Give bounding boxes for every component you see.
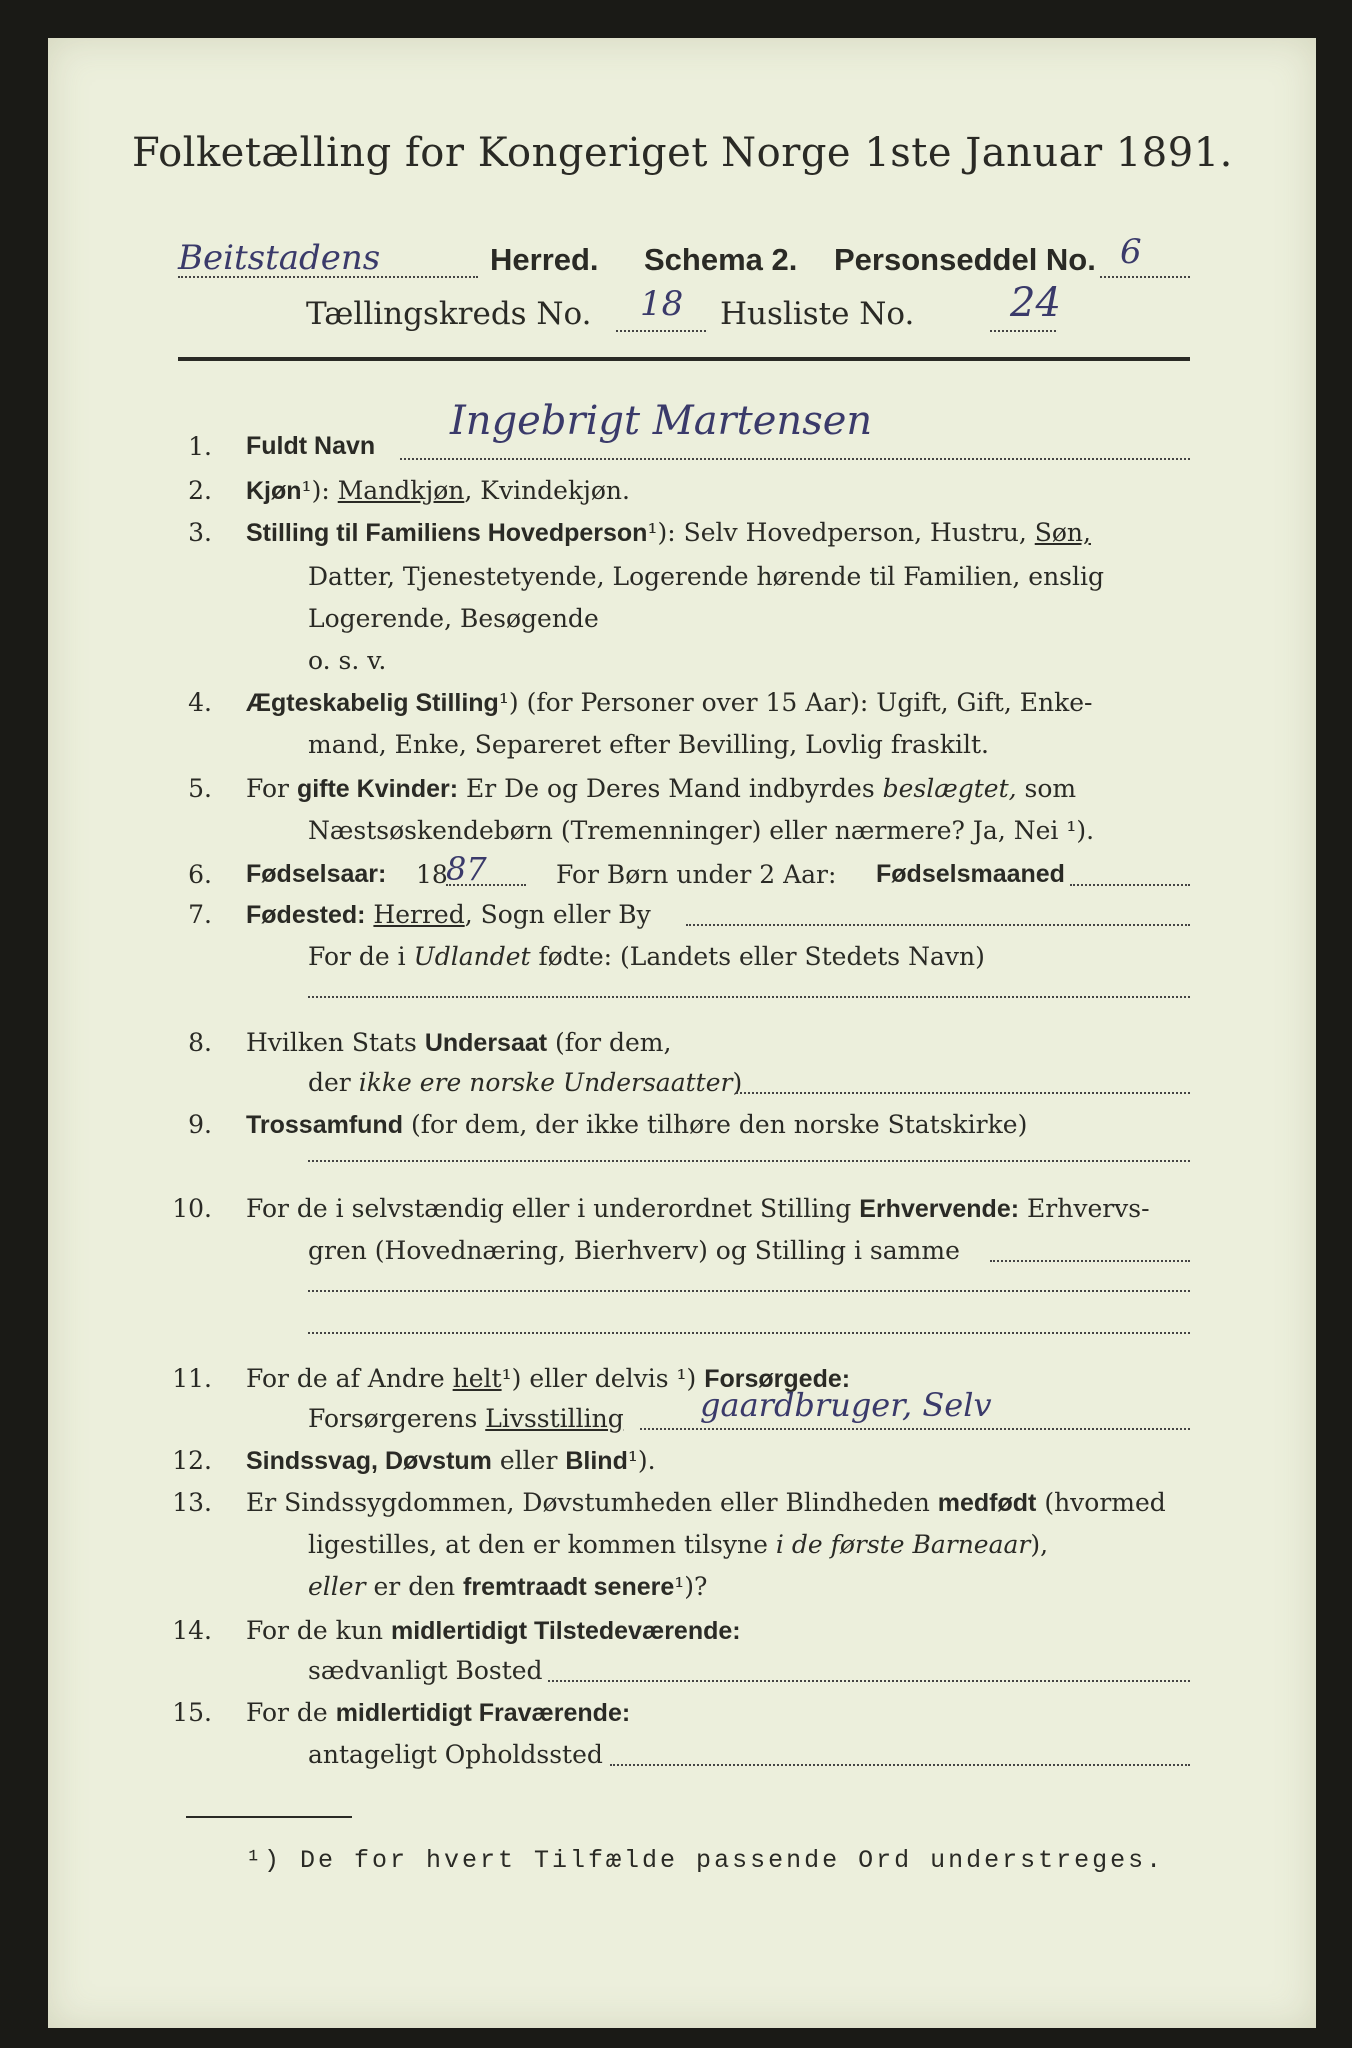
- schema-label: Schema 2.: [644, 242, 798, 277]
- herred-line: [178, 276, 478, 278]
- kreds-label: Tællingskreds No.: [306, 296, 592, 332]
- religion-label: Trossamfund: [246, 1111, 403, 1139]
- supported-row-2: [308, 1404, 624, 1433]
- birth-year-value: 87: [446, 850, 487, 888]
- citizenship-end: (for dem,: [555, 1028, 672, 1057]
- birth-year-line: [446, 884, 526, 886]
- supporter-line: [640, 1428, 1190, 1430]
- herred-value: Beitstadens: [178, 238, 381, 278]
- field-number: 3.: [188, 518, 212, 547]
- position-options-4: o. s. v.: [308, 646, 387, 675]
- temporary-absent-row: [246, 1698, 630, 1728]
- birth-month-line: [1070, 884, 1190, 886]
- married-women-question: Er De og Deres Mand indbyrdes: [466, 774, 875, 803]
- birthplace-abroad-line: [308, 996, 1190, 998]
- birthplace-abroad-end: fødte: (Landets eller Stedets Navn): [538, 942, 985, 971]
- footnote-ref: ¹): [498, 688, 519, 717]
- occupation-line-1: [990, 1260, 1190, 1262]
- temporary-present-pre: For de kun: [246, 1616, 384, 1645]
- birthplace-row: [246, 900, 651, 930]
- field-number: 15.: [172, 1698, 212, 1727]
- probable-residence-label: antageligt Opholdssted: [308, 1740, 603, 1769]
- married-women-label: gifte Kvinder:: [296, 775, 459, 803]
- personseddel-value: 6: [1120, 232, 1142, 272]
- supporter-value: gaardbruger, Selv: [700, 1386, 992, 1424]
- disability-label-2: Blind: [565, 1447, 628, 1475]
- sex-option-male: Mandkjøn: [337, 476, 465, 505]
- citizenship-2-end: ): [732, 1068, 743, 1097]
- marital-options: (for Personer over 15 Aar): Ugift, Gift, Enke-: [526, 688, 1093, 717]
- congenital-pre: Er Sindssygdommen, Døvstumheden eller Blindheden: [246, 1488, 930, 1517]
- position-options-2: Datter, Tjenestetyende, Logerende hørende til Familien, enslig: [308, 562, 1105, 591]
- name-line: [400, 458, 1190, 460]
- temporary-present-row: [246, 1616, 741, 1646]
- congenital-3-mid: er den: [373, 1572, 456, 1601]
- husliste-label: Husliste No.: [720, 296, 915, 332]
- congenital-2-end: ),: [1030, 1530, 1049, 1559]
- name-label: Fuldt Navn: [246, 432, 376, 460]
- census-form-sheet: [48, 38, 1316, 2028]
- husliste-line: [990, 330, 1056, 332]
- citizenship-label: Undersaat: [424, 1029, 548, 1057]
- supported-label: Forsørgede:: [704, 1365, 851, 1393]
- congenital-3-label: fremtraadt senere: [463, 1573, 675, 1601]
- birthplace-line: [686, 924, 1190, 926]
- probable-residence-line: [610, 1764, 1190, 1766]
- supported-selected: helt: [452, 1364, 502, 1393]
- supporter-label: Livsstilling: [485, 1404, 624, 1433]
- usual-residence-label: sædvanligt Bosted: [308, 1656, 543, 1685]
- field-number: 2.: [188, 476, 212, 505]
- citizenship-2-it: ikke ere norske Undersaatter: [358, 1068, 733, 1097]
- birth-year-label: Fødselsaar:: [246, 860, 387, 888]
- usual-residence-line: [548, 1680, 1190, 1682]
- footnote-divider: [186, 1816, 352, 1818]
- citizenship-pre: Hvilken Stats: [246, 1028, 417, 1057]
- congenital-3-it: eller: [308, 1572, 366, 1601]
- disability-row: [246, 1446, 656, 1476]
- temporary-absent-pre: For de: [246, 1698, 328, 1727]
- birthplace-abroad-it: Udlandet: [413, 942, 531, 971]
- kreds-line: [616, 330, 706, 332]
- supporter-pre: Forsørgerens: [308, 1404, 478, 1433]
- religion-note: (for dem, der ikke tilhøre den norske Statskirke): [410, 1110, 1028, 1139]
- married-women-pre: For: [246, 774, 289, 803]
- field-number: 1.: [188, 432, 212, 461]
- congenital-2-it: i de første Barneaar: [775, 1530, 1031, 1559]
- field-number: 8.: [188, 1028, 212, 1057]
- position-options-3: Logerende, Besøgende: [308, 604, 599, 633]
- position-row: [246, 518, 1091, 548]
- field-number: 13.: [172, 1488, 212, 1517]
- field-number: 4.: [188, 688, 212, 717]
- occupation-row-2: gren (Hovednæring, Bierhverv) og Stilling i samme: [308, 1236, 960, 1265]
- position-label: Stilling til Familiens Hovedperson: [246, 519, 648, 547]
- religion-row: [246, 1110, 1027, 1140]
- header-divider: [178, 357, 1190, 361]
- field-number: 10.: [172, 1194, 212, 1223]
- position-options: Selv Hovedperson, Hustru,: [683, 518, 1027, 547]
- occupation-row: [246, 1194, 1150, 1224]
- position-selected: Søn,: [1034, 518, 1091, 547]
- field-number: 7.: [188, 900, 212, 929]
- field-number: 9.: [188, 1110, 212, 1139]
- occupation-line-2: [308, 1290, 1190, 1292]
- married-women-end: som: [1024, 774, 1077, 803]
- congenital-row-2: [308, 1530, 1048, 1559]
- kreds-value: 18: [640, 284, 684, 324]
- supported-pre: For de af Andre: [246, 1364, 445, 1393]
- citizenship-row-2: [308, 1068, 742, 1097]
- field-number: 14.: [172, 1616, 212, 1645]
- personseddel-label: Personseddel No.: [834, 242, 1096, 277]
- occupation-pre: For de i selvstændig eller i underordnet Stilling: [246, 1194, 852, 1223]
- disability-mid: eller: [499, 1446, 558, 1475]
- field-number: 11.: [172, 1364, 212, 1393]
- congenital-row: [246, 1488, 1166, 1518]
- citizenship-row: [246, 1028, 671, 1058]
- occupation-label: Erhvervende:: [859, 1195, 1020, 1223]
- footnote-ref: ¹):: [647, 518, 676, 547]
- footnote: ¹) De for hvert Tilfælde passende Ord understreges.: [246, 1846, 1165, 1875]
- citizenship-2-pre: der: [308, 1068, 351, 1097]
- husliste-value: 24: [1010, 280, 1061, 326]
- occupation-line-3: [308, 1332, 1190, 1334]
- marital-label: Ægteskabelig Stilling: [246, 689, 499, 717]
- birth-month-label: Fødselsmaaned: [876, 860, 1065, 888]
- occupation-end: Erhvervs-: [1027, 1194, 1150, 1223]
- marital-row: [246, 688, 1092, 718]
- birth-year-prefix: 18: [416, 860, 448, 889]
- personseddel-line: [1100, 276, 1190, 278]
- birthplace-abroad: [308, 942, 985, 971]
- temporary-absent-label: midlertidigt Fraværende:: [335, 1699, 631, 1727]
- birthplace-herred: Herred: [373, 900, 465, 929]
- religion-line: [308, 1160, 1190, 1162]
- supported-mid: ¹) eller delvis ¹): [501, 1364, 697, 1393]
- field-number: 12.: [172, 1446, 212, 1475]
- sex-option-female: , Kvindekjøn.: [464, 476, 630, 505]
- congenital-label: medfødt: [937, 1489, 1037, 1517]
- married-women-related: beslægtet,: [882, 774, 1017, 803]
- congenital-end: (hvormed: [1044, 1488, 1166, 1517]
- disability-label: Sindssvag, Døvstum: [246, 1447, 492, 1475]
- sex-label: Kjøn: [246, 477, 302, 505]
- sex-row: [246, 476, 630, 506]
- birth-month-note: For Børn under 2 Aar:: [556, 860, 837, 889]
- marital-options-2: mand, Enke, Separeret efter Bevilling, Lovlig fraskilt.: [308, 730, 989, 759]
- birthplace-options: , Sogn eller By: [464, 900, 651, 929]
- congenital-row-3: [308, 1572, 707, 1602]
- birthplace-abroad-pre: For de i: [308, 942, 406, 971]
- disability-end: ¹).: [627, 1446, 656, 1475]
- married-women-question-2: Næstsøskendebørn (Tremenninger) eller nærmere? Ja, Nei ¹).: [308, 816, 1095, 845]
- footnote-ref: ¹):: [301, 476, 330, 505]
- temporary-present-label: midlertidigt Tilstedeværende:: [390, 1617, 741, 1645]
- name-value: Ingebrigt Martensen: [450, 398, 873, 444]
- form-title: Folketælling for Kongeriget Norge 1ste Januar 1891.: [132, 130, 1233, 176]
- field-number: 6.: [188, 860, 212, 889]
- birthplace-label: Fødested:: [246, 901, 366, 929]
- married-women-row: [246, 774, 1076, 804]
- field-number: 5.: [188, 774, 212, 803]
- citizenship-line: [736, 1092, 1190, 1094]
- congenital-2-pre: ligestilles, at den er kommen tilsyne: [308, 1530, 768, 1559]
- herred-label: Herred.: [490, 242, 599, 277]
- congenital-3-end: ¹)?: [674, 1572, 708, 1601]
